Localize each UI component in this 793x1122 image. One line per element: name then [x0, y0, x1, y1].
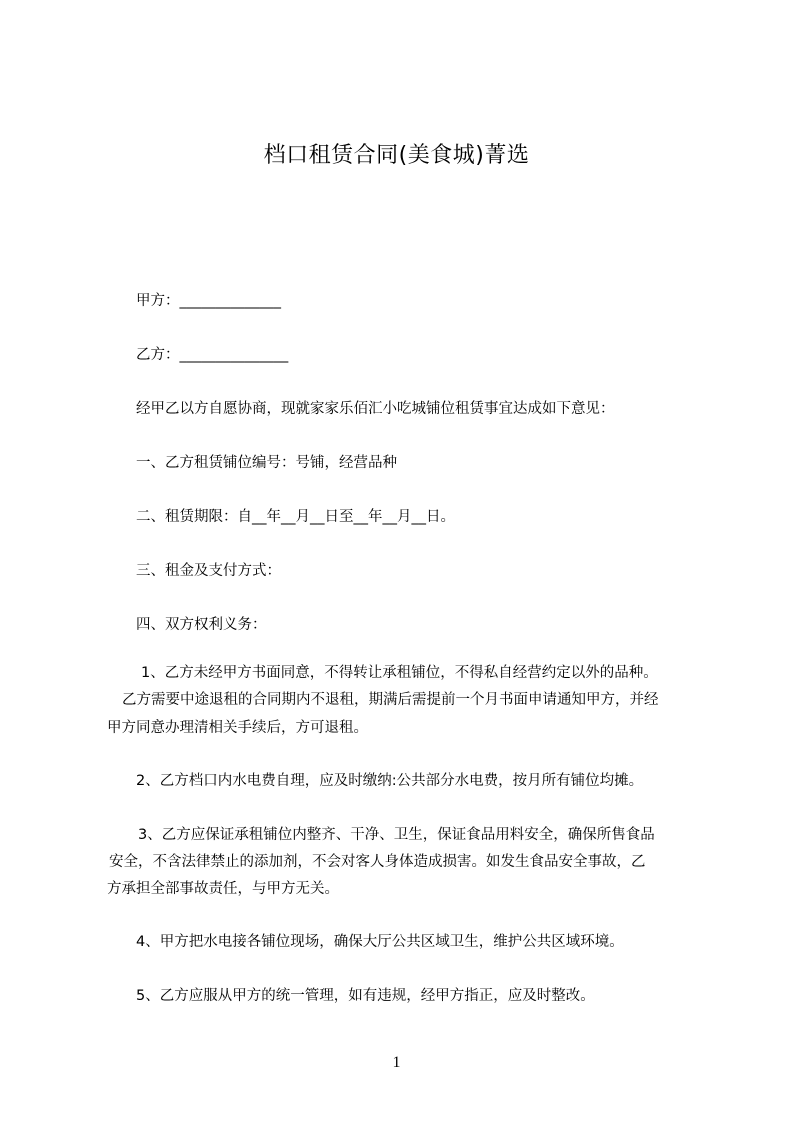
- document-title: 档口租赁合同(美食城)菁选: [263, 143, 530, 168]
- clause-2-line-1: 2、乙方档口内水电费自理，应及时缴纳:公共部分水电费，按月所有铺位均摊。: [136, 773, 644, 789]
- clause-1-line-1: 1、乙方未经甲方书面同意，不得转让承租铺位，不得私自经营约定以外的品种。: [141, 665, 658, 681]
- clause-3-line-1: 3、乙方应保证承租铺位内整齐、干净、卫生，保证食品用料安全，确保所售食品: [138, 827, 655, 843]
- page-number: 1: [392, 1054, 401, 1071]
- party-b-line: 乙方：_______________: [136, 347, 289, 363]
- section-1-heading: 一、乙方租赁铺位编号：号铺，经营品种: [136, 455, 397, 471]
- clause-3-line-3: 方承担全部事故责任，与甲方无关。: [107, 881, 339, 897]
- clause-3-line-2: 安全，不含法律禁止的添加剂，不会对客人身体造成损害。如发生食品安全事故，乙: [109, 854, 646, 870]
- intro-paragraph: 经甲乙以方自愿协商，现就家家乐佰汇小吃城铺位租赁事宜达成如下意见：: [136, 401, 615, 417]
- section-2-heading: 二、租赁期限：自__年__月__日至__年__月__日。: [136, 509, 455, 525]
- clause-4-line-1: 4、甲方把水电接各铺位现场，确保大厅公共区域卫生，维护公共区域环境。: [136, 934, 624, 950]
- clause-5-line-1: 5、乙方应服从甲方的统一管理，如有违规，经甲方指正，应及时整改。: [136, 988, 595, 1004]
- clause-1-line-2: 乙方需要中途退租的合同期内不退租，期满后需提前一个月书面申请通知甲方，并经: [122, 692, 659, 708]
- clause-1-line-3: 甲方同意办理清相关手续后，方可退租。: [107, 720, 368, 736]
- section-3-heading: 三、租金及支付方式：: [136, 563, 281, 579]
- section-4-heading: 四、双方权利义务：: [136, 617, 267, 633]
- party-a-line: 甲方：______________: [136, 293, 281, 309]
